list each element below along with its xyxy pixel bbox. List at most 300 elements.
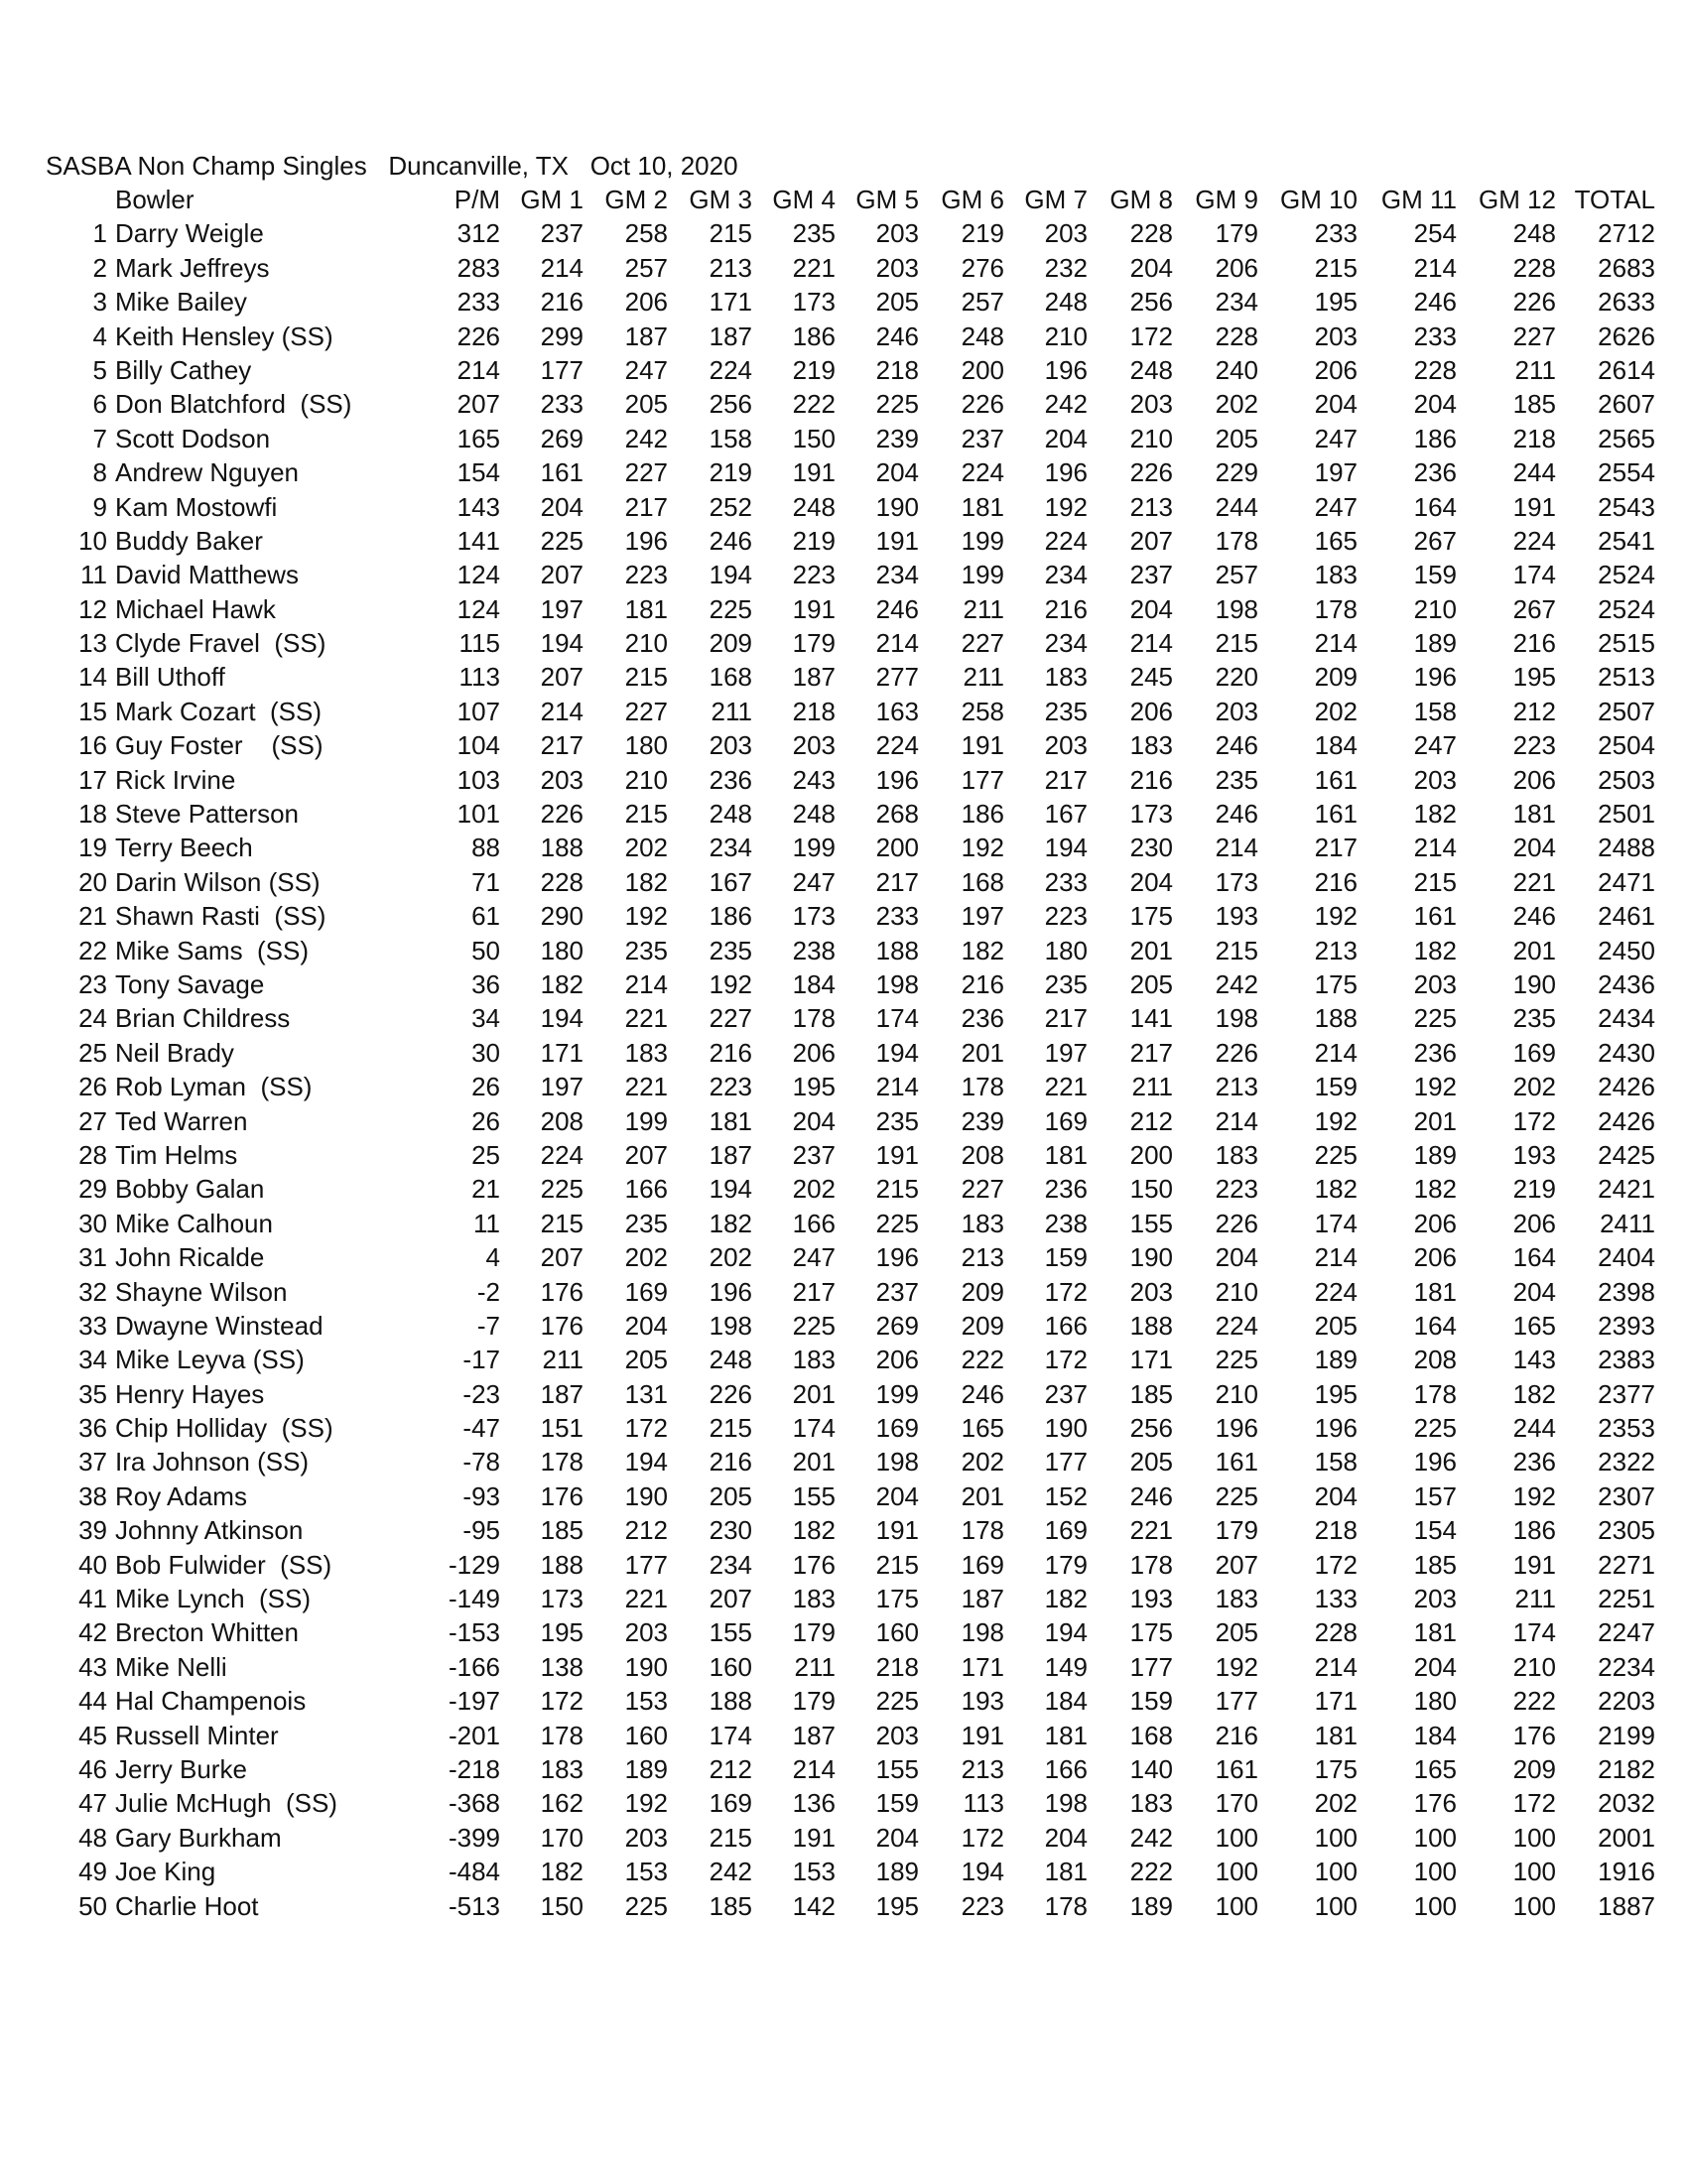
game-3-score-cell: 188	[709, 1686, 752, 1717]
table-row	[46, 831, 1655, 864]
pm-cell: -399	[448, 1822, 500, 1853]
game-5-score-cell: 175	[875, 1584, 919, 1614]
game-11-score-cell: 201	[1413, 1105, 1457, 1136]
game-2-score-cell: 196	[624, 525, 668, 556]
game-7-score-cell: 235	[1044, 968, 1088, 999]
game-9-score-cell: 183	[1215, 1139, 1258, 1170]
game-5-score-cell: 194	[875, 1037, 919, 1068]
game-9-score-cell: 100	[1215, 1890, 1258, 1921]
game-9-score-cell: 235	[1215, 764, 1258, 795]
game-10-score-cell: 233	[1314, 218, 1358, 249]
table-row	[46, 1513, 1655, 1547]
game-12-score-cell: 174	[1512, 1617, 1556, 1648]
game-8-score-cell: 155	[1129, 1208, 1173, 1238]
game-3-score-cell: 216	[709, 1037, 752, 1068]
game-1-score-cell: 203	[540, 764, 584, 795]
game-2-score-cell: 235	[624, 935, 668, 965]
game-5-score-cell: 203	[875, 252, 919, 283]
game-2-score-cell: 227	[624, 457, 668, 488]
table-row	[46, 1445, 1655, 1478]
game-9-score-cell: 216	[1215, 1720, 1258, 1750]
game-2-score-cell: 190	[624, 1480, 668, 1511]
table-row	[46, 216, 1655, 250]
game-4-score-cell: 187	[792, 1720, 836, 1750]
game-4-score-cell: 176	[792, 1549, 836, 1580]
table-row	[46, 592, 1655, 626]
standings-sheet	[46, 149, 1655, 1923]
bowler-name-cell: Bobby Galan	[115, 1174, 265, 1205]
table-row	[46, 558, 1655, 591]
game-9-score-cell: 246	[1215, 730, 1258, 761]
game-6-score-cell: 209	[961, 1310, 1004, 1341]
bowler-name-cell: Bill Uthoff	[115, 662, 225, 693]
rank-cell: 50	[78, 1890, 107, 1921]
game-7-score-cell: 190	[1044, 1413, 1088, 1444]
rank-cell: 36	[78, 1413, 107, 1444]
rank-cell: 44	[78, 1686, 107, 1717]
total-cell: 2247	[1598, 1617, 1655, 1648]
table-row	[46, 1821, 1655, 1855]
game-5-score-cell: 218	[875, 1651, 919, 1682]
game-2-score-cell: 258	[624, 218, 668, 249]
game-9-score-cell: 242	[1215, 968, 1258, 999]
table-row	[46, 320, 1655, 353]
game-10-score-cell: 197	[1314, 457, 1358, 488]
game-3-score-cell: 209	[709, 628, 752, 659]
game-6-score-cell: 187	[961, 1584, 1004, 1614]
game-5-score-cell: 237	[875, 1276, 919, 1307]
game-10-score-cell: 183	[1314, 560, 1358, 590]
game-7-score-cell: 203	[1044, 730, 1088, 761]
game-8-score-cell: 177	[1129, 1651, 1173, 1682]
game-5-score-cell: 224	[875, 730, 919, 761]
game-10-score-cell: 175	[1314, 1753, 1358, 1784]
game-4-score-cell: 187	[792, 662, 836, 693]
game-5-score-cell: 190	[875, 491, 919, 522]
game-1-score-cell: 197	[540, 593, 584, 624]
game-1-score-cell: 161	[540, 457, 584, 488]
game-5-score-cell: 191	[875, 1515, 919, 1546]
game-1-score-cell: 183	[540, 1753, 584, 1784]
table-row	[46, 1036, 1655, 1070]
bowler-name-cell: Shayne Wilson	[115, 1276, 288, 1307]
game-2-score-cell: 187	[624, 321, 668, 351]
game-2-score-cell: 206	[624, 287, 668, 318]
game-6-score-cell: 200	[961, 354, 1004, 385]
rank-cell: 28	[78, 1139, 107, 1170]
game-1-score-cell: 208	[540, 1105, 584, 1136]
game-4-score-cell: 173	[792, 287, 836, 318]
game-4-score-cell: 247	[792, 866, 836, 897]
game-10-score-cell: 100	[1314, 1822, 1358, 1853]
game-12-score-cell: 221	[1512, 866, 1556, 897]
game-10-score-cell: 184	[1314, 730, 1358, 761]
game-4-score-cell: 183	[792, 1584, 836, 1614]
game-1-score-cell: 172	[540, 1686, 584, 1717]
total-cell: 2430	[1598, 1037, 1655, 1068]
game-9-score-cell: 203	[1215, 696, 1258, 726]
game-10-score-cell: 181	[1314, 1720, 1358, 1750]
game-9-score-cell: 179	[1215, 1515, 1258, 1546]
game-3-score-cell: 194	[709, 1174, 752, 1205]
game-7-score-cell: 159	[1044, 1242, 1088, 1273]
game-5-score-cell: 214	[875, 628, 919, 659]
game-8-score-cell: 256	[1129, 287, 1173, 318]
game-10-score-cell: 204	[1314, 1480, 1358, 1511]
header-gm7: GM 7	[1024, 185, 1088, 214]
game-7-score-cell: 238	[1044, 1208, 1088, 1238]
pm-cell: 143	[456, 491, 500, 522]
table-row	[46, 934, 1655, 967]
game-3-score-cell: 230	[709, 1515, 752, 1546]
total-cell: 2507	[1598, 696, 1655, 726]
rank-cell: 25	[78, 1037, 107, 1068]
game-12-score-cell: 224	[1512, 525, 1556, 556]
pm-cell: -95	[462, 1515, 500, 1546]
game-3-score-cell: 248	[709, 1345, 752, 1375]
game-12-score-cell: 172	[1512, 1105, 1556, 1136]
game-9-score-cell: 173	[1215, 866, 1258, 897]
game-11-score-cell: 225	[1413, 1003, 1457, 1034]
game-2-score-cell: 180	[624, 730, 668, 761]
game-3-score-cell: 192	[709, 968, 752, 999]
game-3-score-cell: 168	[709, 662, 752, 693]
game-7-score-cell: 204	[1044, 423, 1088, 453]
game-4-score-cell: 214	[792, 1753, 836, 1784]
game-9-score-cell: 161	[1215, 1753, 1258, 1784]
game-3-score-cell: 215	[709, 1822, 752, 1853]
game-2-score-cell: 223	[624, 560, 668, 590]
game-2-score-cell: 203	[624, 1822, 668, 1853]
game-9-score-cell: 215	[1215, 628, 1258, 659]
game-4-score-cell: 191	[792, 1822, 836, 1853]
game-9-score-cell: 204	[1215, 1242, 1258, 1273]
game-1-score-cell: 299	[540, 321, 584, 351]
bowler-name-cell: Shawn Rasti (SS)	[115, 901, 326, 932]
game-2-score-cell: 192	[624, 1788, 668, 1819]
game-10-score-cell: 133	[1314, 1584, 1358, 1614]
bowler-name-cell: Ted Warren	[115, 1105, 248, 1136]
rank-cell: 39	[78, 1515, 107, 1546]
total-cell: 2001	[1598, 1822, 1655, 1853]
rank-cell: 5	[92, 354, 107, 385]
bowler-name-cell: David Matthews	[115, 560, 299, 590]
game-10-score-cell: 202	[1314, 1788, 1358, 1819]
game-11-score-cell: 254	[1413, 218, 1457, 249]
game-9-score-cell: 206	[1215, 252, 1258, 283]
bowler-name-cell: Andrew Nguyen	[115, 457, 299, 488]
game-8-score-cell: 221	[1129, 1515, 1173, 1546]
game-5-score-cell: 200	[875, 833, 919, 863]
game-12-score-cell: 244	[1512, 457, 1556, 488]
game-9-score-cell: 210	[1215, 1378, 1258, 1409]
game-5-score-cell: 218	[875, 354, 919, 385]
total-cell: 2541	[1598, 525, 1655, 556]
game-8-score-cell: 216	[1129, 764, 1173, 795]
game-3-score-cell: 234	[709, 833, 752, 863]
game-7-score-cell: 223	[1044, 901, 1088, 932]
game-10-score-cell: 100	[1314, 1890, 1358, 1921]
game-8-score-cell: 248	[1129, 354, 1173, 385]
total-cell: 2199	[1598, 1720, 1655, 1750]
game-12-score-cell: 195	[1512, 662, 1556, 693]
game-9-score-cell: 177	[1215, 1686, 1258, 1717]
bowler-name-cell: Russell Minter	[115, 1720, 279, 1750]
game-3-score-cell: 207	[709, 1584, 752, 1614]
game-3-score-cell: 169	[709, 1788, 752, 1819]
game-9-score-cell: 240	[1215, 354, 1258, 385]
total-cell: 2425	[1598, 1139, 1655, 1170]
game-6-score-cell: 226	[961, 389, 1004, 420]
game-8-score-cell: 171	[1129, 1345, 1173, 1375]
bowler-name-cell: Tim Helms	[115, 1139, 238, 1170]
bowler-name-cell: Mike Leyva (SS)	[115, 1345, 305, 1375]
game-4-score-cell: 237	[792, 1139, 836, 1170]
game-1-score-cell: 187	[540, 1378, 584, 1409]
game-11-score-cell: 180	[1413, 1686, 1457, 1717]
table-row	[46, 1343, 1655, 1376]
game-8-score-cell: 189	[1129, 1890, 1173, 1921]
game-12-score-cell: 186	[1512, 1515, 1556, 1546]
game-4-score-cell: 178	[792, 1003, 836, 1034]
game-7-score-cell: 181	[1044, 1139, 1088, 1170]
bowler-name-cell: Charlie Hoot	[115, 1890, 259, 1921]
bowler-name-cell: Neil Brady	[115, 1037, 234, 1068]
game-12-score-cell: 226	[1512, 287, 1556, 318]
game-9-score-cell: 223	[1215, 1174, 1258, 1205]
game-8-score-cell: 159	[1129, 1686, 1173, 1717]
game-6-score-cell: 219	[961, 218, 1004, 249]
game-6-score-cell: 201	[961, 1480, 1004, 1511]
rank-cell: 15	[78, 696, 107, 726]
game-10-score-cell: 100	[1314, 1857, 1358, 1887]
game-12-score-cell: 190	[1512, 968, 1556, 999]
game-10-score-cell: 224	[1314, 1276, 1358, 1307]
game-6-score-cell: 199	[961, 560, 1004, 590]
game-8-score-cell: 183	[1129, 1788, 1173, 1819]
game-5-score-cell: 206	[875, 1345, 919, 1375]
bowler-name-cell: Mike Calhoun	[115, 1208, 273, 1238]
game-12-score-cell: 176	[1512, 1720, 1556, 1750]
game-10-score-cell: 192	[1314, 1105, 1358, 1136]
pm-cell: 141	[456, 525, 500, 556]
game-4-score-cell: 191	[792, 457, 836, 488]
game-8-score-cell: 172	[1129, 321, 1173, 351]
game-9-score-cell: 226	[1215, 1037, 1258, 1068]
pm-cell: -153	[448, 1617, 500, 1648]
game-6-score-cell: 276	[961, 252, 1004, 283]
game-6-score-cell: 208	[961, 1139, 1004, 1170]
game-1-score-cell: 215	[540, 1208, 584, 1238]
game-12-score-cell: 182	[1512, 1378, 1556, 1409]
game-6-score-cell: 258	[961, 696, 1004, 726]
game-7-score-cell: 194	[1044, 1617, 1088, 1648]
game-5-score-cell: 217	[875, 866, 919, 897]
game-6-score-cell: 165	[961, 1413, 1004, 1444]
game-1-score-cell: 170	[540, 1822, 584, 1853]
game-8-score-cell: 168	[1129, 1720, 1173, 1750]
header-gm2: GM 2	[604, 185, 668, 214]
game-10-score-cell: 206	[1314, 354, 1358, 385]
game-6-score-cell: 223	[961, 1890, 1004, 1921]
bowler-name-cell: Mike Sams (SS)	[115, 935, 310, 965]
game-4-score-cell: 173	[792, 901, 836, 932]
rank-cell: 19	[78, 833, 107, 863]
game-4-score-cell: 247	[792, 1242, 836, 1273]
game-11-score-cell: 181	[1413, 1276, 1457, 1307]
game-2-score-cell: 189	[624, 1753, 668, 1784]
game-10-score-cell: 214	[1314, 1242, 1358, 1273]
game-9-score-cell: 161	[1215, 1447, 1258, 1477]
bowler-name-cell: Keith Hensley (SS)	[115, 321, 333, 351]
game-4-score-cell: 195	[792, 1072, 836, 1102]
game-6-score-cell: 178	[961, 1515, 1004, 1546]
game-3-score-cell: 211	[711, 696, 752, 726]
game-4-score-cell: 182	[792, 1515, 836, 1546]
game-9-score-cell: 196	[1215, 1413, 1258, 1444]
game-5-score-cell: 269	[875, 1310, 919, 1341]
game-2-score-cell: 203	[624, 1617, 668, 1648]
standings-rows	[46, 216, 1655, 1923]
game-2-score-cell: 153	[624, 1857, 668, 1887]
game-9-score-cell: 246	[1215, 799, 1258, 830]
pm-cell: -201	[448, 1720, 500, 1750]
game-3-score-cell: 182	[709, 1208, 752, 1238]
game-3-score-cell: 202	[709, 1242, 752, 1273]
rank-cell: 14	[78, 662, 107, 693]
game-7-score-cell: 196	[1044, 457, 1088, 488]
rank-cell: 32	[78, 1276, 107, 1307]
total-cell: 1916	[1598, 1857, 1655, 1887]
game-6-score-cell: 177	[961, 764, 1004, 795]
rank-cell: 10	[78, 525, 107, 556]
game-5-score-cell: 198	[875, 968, 919, 999]
game-10-score-cell: 214	[1314, 1651, 1358, 1682]
game-3-score-cell: 203	[709, 730, 752, 761]
game-4-score-cell: 174	[792, 1413, 836, 1444]
game-1-score-cell: 207	[540, 1242, 584, 1273]
game-6-score-cell: 193	[961, 1686, 1004, 1717]
game-7-score-cell: 181	[1044, 1720, 1088, 1750]
game-2-score-cell: 221	[624, 1584, 668, 1614]
game-9-score-cell: 205	[1215, 423, 1258, 453]
game-3-score-cell: 212	[709, 1753, 752, 1784]
game-10-score-cell: 159	[1314, 1072, 1358, 1102]
total-cell: 2271	[1598, 1549, 1655, 1580]
game-7-score-cell: 177	[1044, 1447, 1088, 1477]
pm-cell: 61	[471, 901, 500, 932]
table-row	[46, 797, 1655, 831]
game-7-score-cell: 182	[1044, 1584, 1088, 1614]
rank-cell: 38	[78, 1480, 107, 1511]
game-11-score-cell: 206	[1413, 1208, 1457, 1238]
game-1-score-cell: 185	[540, 1515, 584, 1546]
game-1-score-cell: 290	[540, 901, 584, 932]
game-11-score-cell: 247	[1413, 730, 1457, 761]
total-cell: 2404	[1598, 1242, 1655, 1273]
rank-cell: 27	[78, 1105, 107, 1136]
table-row	[46, 524, 1655, 558]
table-row	[46, 1275, 1655, 1309]
pm-cell: 26	[471, 1105, 500, 1136]
game-1-score-cell: 178	[540, 1447, 584, 1477]
game-10-score-cell: 172	[1314, 1549, 1358, 1580]
game-1-score-cell: 162	[540, 1788, 584, 1819]
game-8-score-cell: 185	[1129, 1378, 1173, 1409]
game-4-score-cell: 219	[792, 525, 836, 556]
game-10-score-cell: 216	[1314, 866, 1358, 897]
game-12-score-cell: 216	[1512, 628, 1556, 659]
rank-cell: 23	[78, 968, 107, 999]
game-3-score-cell: 227	[709, 1003, 752, 1034]
bowler-name-cell: Hal Champenois	[115, 1686, 307, 1717]
game-11-score-cell: 158	[1413, 696, 1457, 726]
total-cell: 2450	[1598, 935, 1655, 965]
game-9-score-cell: 207	[1215, 1549, 1258, 1580]
game-3-score-cell: 187	[709, 321, 752, 351]
game-2-score-cell: 153	[624, 1686, 668, 1717]
game-7-score-cell: 216	[1044, 593, 1088, 624]
game-10-score-cell: 214	[1314, 1037, 1358, 1068]
game-12-score-cell: 193	[1512, 1139, 1556, 1170]
table-row	[46, 1889, 1655, 1923]
rank-cell: 42	[78, 1617, 107, 1648]
game-5-score-cell: 198	[875, 1447, 919, 1477]
rank-cell: 7	[92, 423, 107, 453]
game-11-score-cell: 204	[1413, 1651, 1457, 1682]
game-4-score-cell: 155	[792, 1480, 836, 1511]
bowler-name-cell: Darin Wilson (SS)	[115, 866, 321, 897]
pm-cell: -78	[462, 1447, 500, 1477]
game-5-score-cell: 235	[875, 1105, 919, 1136]
game-1-score-cell: 217	[540, 730, 584, 761]
total-cell: 2503	[1598, 764, 1655, 795]
game-2-score-cell: 221	[624, 1003, 668, 1034]
game-12-score-cell: 248	[1512, 218, 1556, 249]
game-7-score-cell: 169	[1044, 1105, 1088, 1136]
game-8-score-cell: 228	[1129, 218, 1173, 249]
game-9-score-cell: 193	[1215, 901, 1258, 932]
table-row	[46, 422, 1655, 455]
game-10-score-cell: 215	[1314, 252, 1358, 283]
bowler-name-cell: Mike Bailey	[115, 287, 247, 318]
game-8-score-cell: 214	[1129, 628, 1173, 659]
game-2-score-cell: 181	[624, 593, 668, 624]
total-cell: 2633	[1598, 287, 1655, 318]
game-7-score-cell: 192	[1044, 491, 1088, 522]
game-11-score-cell: 185	[1413, 1549, 1457, 1580]
game-8-score-cell: 201	[1129, 935, 1173, 965]
event-location: Duncanville, TX	[388, 151, 570, 181]
game-12-score-cell: 169	[1512, 1037, 1556, 1068]
pm-cell: -149	[448, 1584, 500, 1614]
game-11-score-cell: 210	[1413, 593, 1457, 624]
game-11-score-cell: 267	[1413, 525, 1457, 556]
table-row	[46, 1070, 1655, 1103]
total-cell: 2411	[1600, 1208, 1655, 1238]
game-5-score-cell: 239	[875, 423, 919, 453]
game-1-score-cell: 214	[540, 252, 584, 283]
game-2-score-cell: 160	[624, 1720, 668, 1750]
game-4-score-cell: 211	[794, 1651, 836, 1682]
game-3-score-cell: 235	[709, 935, 752, 965]
game-10-score-cell: 171	[1314, 1686, 1358, 1717]
game-12-score-cell: 244	[1512, 1413, 1556, 1444]
game-2-score-cell: 205	[624, 389, 668, 420]
game-10-score-cell: 195	[1314, 287, 1358, 318]
table-row	[46, 899, 1655, 933]
game-8-score-cell: 226	[1129, 457, 1173, 488]
